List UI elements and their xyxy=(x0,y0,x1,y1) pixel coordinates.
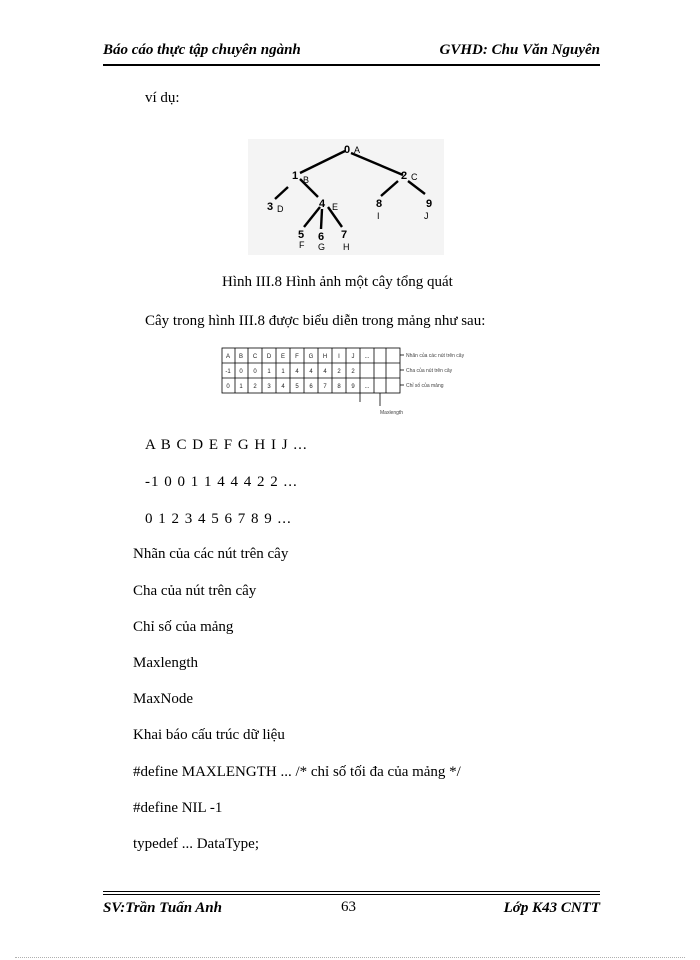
tree-node-6-label: G xyxy=(318,242,326,252)
table-cell-r1-c2: 0 xyxy=(253,369,257,375)
table-cell-r0-c2: C xyxy=(252,354,258,360)
array-table-figure xyxy=(218,344,518,418)
footer-rule-bottom xyxy=(103,894,600,895)
table-cell-r2-c3: 3 xyxy=(267,384,271,390)
table-cell-r1-c8: 2 xyxy=(337,369,341,375)
text-line-1: Nhãn của các nút trên cây xyxy=(133,546,289,562)
tree-node-7-label: H xyxy=(343,242,350,252)
tree-node-3-number: 3 xyxy=(267,201,274,213)
tree-node-5-number: 5 xyxy=(298,229,305,241)
tree-node-7-number: 7 xyxy=(341,229,348,241)
table-row-note-indices: Chỉ số của mảng xyxy=(406,383,444,389)
table-cell-r2-c7: 7 xyxy=(323,384,327,390)
tree-node-1-label: B xyxy=(303,175,310,185)
table-cell-r2-c9: 9 xyxy=(351,384,355,390)
table-cell-r1-c4: 1 xyxy=(281,369,285,375)
table-cell-r2-c6: 6 xyxy=(309,384,313,390)
tree-node-8-number: 8 xyxy=(376,198,383,210)
tree-node-4-label: E xyxy=(332,202,339,212)
table-maxlength-label: Maxlength xyxy=(380,410,404,416)
table-cell-r1-c7: 4 xyxy=(323,369,327,375)
sequence-indices: 0 1 2 3 4 5 6 7 8 9 ... xyxy=(145,511,292,527)
table-cell-r2-c1: 1 xyxy=(239,384,243,390)
table-row-note-labels: Nhãn của các nút trên cây xyxy=(406,353,465,359)
sequence-labels: A B C D E F G H I J ... xyxy=(145,437,308,453)
text-line-3: Chỉ số của mảng xyxy=(133,619,234,635)
footer-class: Lớp K43 CNTT xyxy=(503,900,600,916)
text-line-5: MaxNode xyxy=(133,691,193,707)
header-right: GVHD: Chu Văn Nguyên xyxy=(439,42,600,58)
sequence-parents: -1 0 0 1 1 4 4 4 2 2 ... xyxy=(145,474,298,490)
figure-caption: Hình III.8 Hình ảnh một cây tổng quát xyxy=(222,274,453,290)
table-cell-r2-c10: ... xyxy=(364,384,370,390)
footer-rule-top xyxy=(103,891,600,892)
text-line-4: Maxlength xyxy=(133,655,198,671)
table-cell-r1-c0: -1 xyxy=(225,369,231,375)
page-number: 63 xyxy=(341,899,356,915)
tree-node-0-number: 0 xyxy=(344,144,351,156)
table-cell-r2-c2: 2 xyxy=(253,384,257,390)
code-line-typedef: typedef ... DataType; xyxy=(133,836,259,852)
table-cell-r2-c4: 4 xyxy=(281,384,285,390)
tree-node-2-number: 2 xyxy=(401,170,408,182)
code-line-define-maxlength: #define MAXLENGTH ... /* chỉ số tối đa của mảng */ xyxy=(133,764,461,780)
tree-node-9-label: J xyxy=(424,211,429,221)
text-line-6: Khai báo cấu trúc dữ liệu xyxy=(133,727,285,743)
table-cell-r0-c6: G xyxy=(308,354,314,360)
table-cell-r0-c10: ... xyxy=(364,354,370,360)
text-line-2: Cha của nút trên cây xyxy=(133,583,257,599)
paragraph-intro-array: Cây trong hình III.8 được biểu diễn trong mảng như sau: xyxy=(145,313,486,329)
table-cell-r0-c0: A xyxy=(225,354,231,360)
table-cell-r0-c7: H xyxy=(322,354,328,360)
table-cell-r2-c8: 8 xyxy=(337,384,341,390)
code-line-define-nil: #define NIL -1 xyxy=(133,800,223,816)
tree-node-0-label: A xyxy=(354,145,361,155)
tree-figure xyxy=(248,139,444,255)
tree-node-6-number: 6 xyxy=(318,231,325,243)
header-left: Báo cáo thực tập chuyên ngành xyxy=(103,42,301,58)
table-row-note-parents: Cha của nút trên cây xyxy=(406,368,453,374)
tree-node-8-label: I xyxy=(377,211,380,221)
intro-text: ví dụ: xyxy=(145,90,180,106)
table-cell-r0-c9: J xyxy=(351,354,355,360)
table-cell-r1-c9: 2 xyxy=(351,369,355,375)
tree-node-5-label: F xyxy=(299,240,305,250)
footer-student: SV:Trần Tuấn Anh xyxy=(103,900,222,916)
table-cell-r1-c1: 0 xyxy=(239,369,243,375)
table-cell-r0-c3: D xyxy=(266,354,272,360)
tree-node-9-number: 9 xyxy=(426,198,433,210)
table-cell-r0-c4: E xyxy=(280,354,286,360)
table-cell-r1-c5: 4 xyxy=(295,369,299,375)
table-cell-r0-c8: I xyxy=(338,354,340,360)
tree-node-4-number: 4 xyxy=(319,198,326,210)
header-rule xyxy=(103,64,600,66)
table-cell-r2-c5: 5 xyxy=(295,384,299,390)
table-cell-r2-c0: 0 xyxy=(226,384,230,390)
table-cell-r0-c5: F xyxy=(295,354,299,360)
tree-node-1-number: 1 xyxy=(292,170,299,182)
table-cell-r0-c1: B xyxy=(238,354,244,360)
table-cell-r1-c6: 4 xyxy=(309,369,313,375)
table-cell-r1-c3: 1 xyxy=(267,369,271,375)
tree-node-3-label: D xyxy=(277,204,284,214)
tree-node-2-label: C xyxy=(411,172,418,182)
page-bottom-dotted-rule xyxy=(15,957,685,958)
